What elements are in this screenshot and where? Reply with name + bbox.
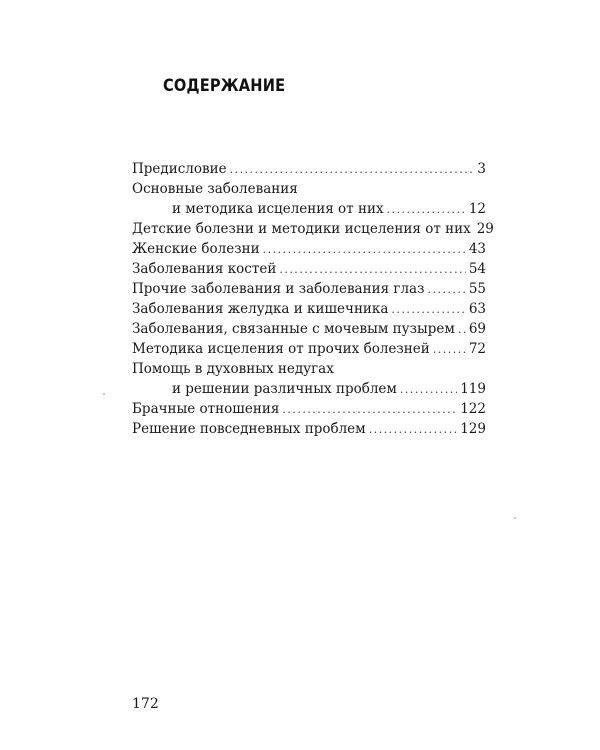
toc-entry-page: 122	[460, 401, 486, 417]
toc-entry-page: 119	[460, 381, 486, 397]
dot-leader	[400, 380, 457, 400]
dot-leader	[230, 160, 475, 180]
toc-entry-label: Женские болезни	[132, 241, 260, 257]
toc-entry	[132, 279, 486, 299]
toc-entry-label: Решение повседневных проблем	[132, 421, 366, 437]
toc-entry	[132, 359, 486, 379]
toc-entry-label: Основные заболевания	[132, 181, 298, 197]
toc-entry-label: Методика исцеления от прочих болезней	[132, 341, 430, 357]
toc-entry	[132, 299, 486, 319]
toc-entry	[132, 239, 486, 259]
toc-entry-page: 29	[476, 221, 494, 237]
toc-entry-label: Помощь в духовных недугах	[132, 361, 334, 377]
toc-entry-page: 129	[460, 421, 486, 437]
toc-entry	[132, 419, 486, 439]
toc-entry	[132, 199, 486, 219]
toc-entry	[132, 399, 486, 419]
dot-leader	[391, 300, 465, 320]
scan-speck	[103, 393, 105, 395]
toc-entry	[132, 179, 486, 199]
page-title: СОДЕРЖАНИЕ	[163, 76, 286, 96]
toc-entry-label: Брачные отношения	[132, 401, 280, 417]
toc-entry-page: 43	[468, 241, 486, 257]
toc-entry	[132, 339, 486, 359]
toc-entry-page: 72	[468, 341, 486, 357]
toc-entry	[132, 159, 486, 179]
dot-leader	[369, 420, 458, 440]
toc-entry-label: и решении различных проблем	[172, 381, 397, 397]
toc-entry-label: Заболевания костей	[132, 261, 277, 277]
toc-entry-label: Заболевания желудка и кишечника	[132, 301, 389, 317]
dot-leader	[458, 320, 466, 340]
dot-leader	[279, 260, 465, 280]
dot-leader	[387, 200, 466, 220]
toc-entry	[132, 219, 494, 239]
toc-entry-label: Предисловие	[132, 161, 227, 177]
dot-leader	[263, 240, 466, 260]
toc-entry-page: 54	[468, 261, 486, 277]
toc-entry-label: и методика исцеления от них	[172, 201, 384, 217]
toc-entry	[132, 379, 486, 399]
dot-leader	[433, 340, 466, 360]
toc-entry-label: Заболевания, связанные с мочевым пузырем	[132, 321, 455, 337]
toc-entry-label: Прочие заболевания и заболевания глаз	[132, 281, 425, 297]
dot-leader	[427, 280, 465, 300]
page-number: 172	[132, 696, 159, 712]
toc-entry-page: 69	[468, 321, 486, 337]
toc-entry-page: 55	[468, 281, 486, 297]
toc-entry-page: 12	[468, 201, 486, 217]
table-of-contents	[132, 159, 494, 439]
toc-entry-page: 63	[468, 301, 486, 317]
dot-leader	[282, 400, 457, 420]
toc-entry-label: Детские болезни и методики исцеления от них	[132, 221, 471, 237]
toc-entry	[132, 319, 486, 339]
toc-entry-page: 3	[477, 161, 486, 177]
scan-speck	[514, 517, 516, 519]
toc-entry	[132, 259, 486, 279]
